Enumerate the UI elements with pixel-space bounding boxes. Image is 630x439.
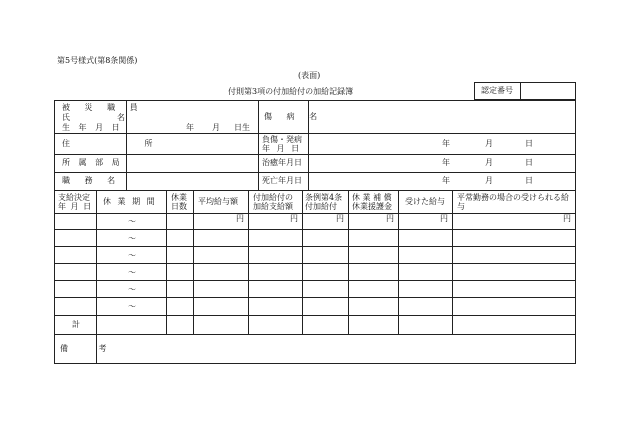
hdr-normal-pay-b: 与 — [457, 202, 465, 211]
hdr-leave-days-b: 日数 — [171, 202, 187, 211]
injury-name-label: 傷 病 名 — [264, 112, 324, 121]
yen-compensation: 円 — [386, 214, 394, 223]
side-label: (表面) — [298, 71, 321, 80]
position-label: 職 務 名 — [62, 176, 122, 185]
form-title: 付則第3項の付加給付の加給記録簿 — [228, 87, 354, 96]
birth-day: 日生 — [234, 123, 250, 132]
injury-date-label-b: 年 月 日 — [262, 144, 302, 153]
birth-month: 月 — [212, 123, 220, 132]
period-tilde: ～ — [128, 251, 136, 260]
period-tilde: ～ — [128, 285, 136, 294]
hdr-leave-days-a: 休業 — [171, 193, 187, 202]
hdr-art4-b: 付加給付 — [305, 202, 337, 211]
cure-month: 月 — [485, 158, 493, 167]
birth-label: 生 年 月 日 — [62, 123, 123, 132]
remarks-label: 備 考 — [60, 344, 121, 353]
injury-date-label-a: 負傷・発病 — [262, 135, 302, 144]
form-number: 第5号様式(第8条関係) — [57, 56, 138, 65]
cert-number-label: 認定番号 — [481, 86, 513, 95]
yen-normal-pay: 円 — [563, 214, 571, 223]
death-date-label: 死亡年月日 — [262, 176, 302, 185]
dept-label: 所 属 部 局 — [62, 158, 123, 167]
death-day: 日 — [525, 176, 533, 185]
period-tilde: ～ — [128, 234, 136, 243]
injury-year: 年 — [442, 139, 450, 148]
death-month: 月 — [485, 176, 493, 185]
cure-day: 日 — [525, 158, 533, 167]
cure-year: 年 — [442, 158, 450, 167]
name-label-a: 氏 — [62, 113, 70, 122]
hdr-compensation-a: 休 業 補 償 — [352, 193, 392, 202]
yen-addl-amount: 円 — [290, 214, 298, 223]
period-tilde: ～ — [128, 217, 136, 226]
address-label: 住 所 — [62, 139, 189, 148]
cert-divider — [520, 82, 521, 100]
hdr-art4-a: 条例第4条 — [305, 193, 343, 202]
hdr-decision-date-a: 支給決定 — [58, 193, 90, 202]
total-label: 計 — [72, 320, 80, 329]
name-label-b: 名 — [117, 113, 125, 122]
birth-year: 年 — [186, 123, 194, 132]
injury-day: 日 — [525, 139, 533, 148]
injury-month: 月 — [485, 139, 493, 148]
hdr-normal-pay-a: 平常勤務の場合の受けられる給 — [457, 193, 569, 202]
period-tilde: ～ — [128, 302, 136, 311]
hdr-addl-amount-a: 付加給付の — [253, 193, 293, 202]
yen-art4: 円 — [336, 214, 344, 223]
hdr-leave-period: 休 業 期 間 — [103, 197, 157, 206]
death-year: 年 — [442, 176, 450, 185]
period-tilde: ～ — [128, 268, 136, 277]
hdr-decision-date-b: 年 月 日 — [58, 202, 93, 211]
victim-label: 被 災 職 員 — [62, 103, 144, 112]
yen-received: 円 — [440, 214, 448, 223]
hdr-received: 受けた給与 — [405, 197, 445, 206]
cure-date-label: 治癒年月日 — [262, 158, 302, 167]
hdr-compensation-b: 休業援護金 — [352, 202, 392, 211]
hdr-addl-amount-b: 加給支給額 — [253, 202, 293, 211]
hdr-avg-wage: 平均給与額 — [198, 197, 238, 206]
yen-avg-wage: 円 — [236, 214, 244, 223]
